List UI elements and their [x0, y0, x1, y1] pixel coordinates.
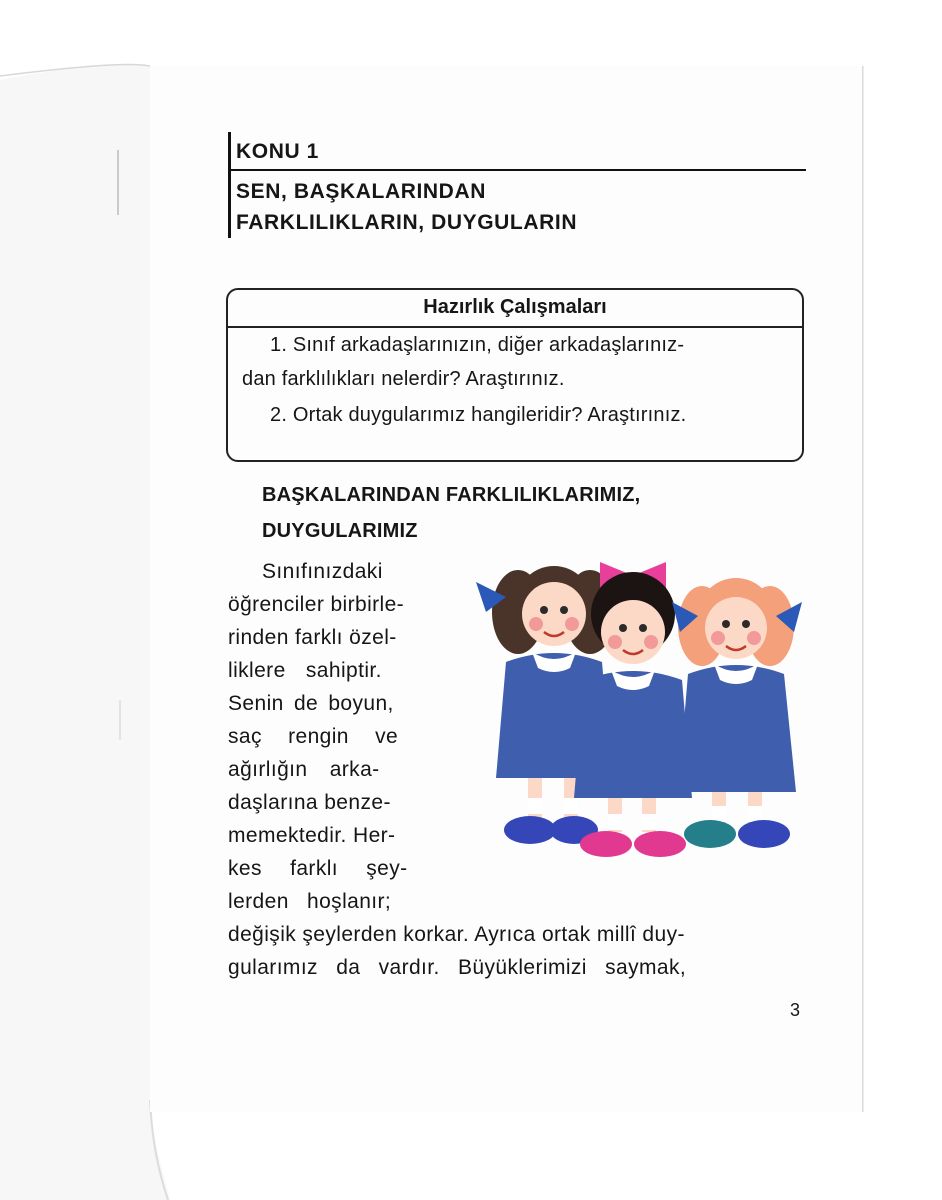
- shoe-icon: [738, 820, 790, 848]
- paragraph-line: ağırlığın arka-: [228, 758, 380, 781]
- heading-rule: [228, 169, 806, 171]
- topic-title-line: SEN, BAŞKALARINDAN: [236, 180, 486, 203]
- paragraph-line: kes farklı şey-: [228, 857, 408, 880]
- shoe-icon: [580, 831, 632, 857]
- section-title: BAŞKALARINDAN FARKLILIKLARIMIZ,: [262, 484, 641, 506]
- topic-title: [236, 176, 577, 238]
- paragraph-line: gularımız da vardır. Büyüklerimizi saymak,: [228, 956, 687, 979]
- heading-left-bar: [228, 132, 231, 238]
- uniform-icon: [574, 671, 692, 798]
- preparation-item: 1. Sınıf arkadaşlarınızın, diğer arkadaşlarınız-: [270, 334, 685, 356]
- paragraph-line: liklere sahiptir.: [228, 659, 382, 682]
- shoe-icon: [504, 816, 556, 844]
- preparation-item: 2. Ortak duygularımız hangileridir? Araştırınız.: [270, 404, 687, 426]
- topic-label: KONU 1: [236, 140, 319, 163]
- preparation-title: Hazırlık Çalışmaları: [423, 296, 607, 318]
- paragraph-line: öğrenciler birbirle-: [228, 593, 405, 616]
- topic-heading: [228, 132, 808, 238]
- three-schoolgirls-illustration: [466, 552, 806, 862]
- paragraph-line: daşlarına benze-: [228, 791, 391, 814]
- page-number: 3: [790, 1000, 801, 1020]
- preparation-box: [226, 288, 804, 462]
- section-title: DUYGULARIMIZ: [262, 520, 418, 542]
- topic-title-line: FARKLILIKLARIN, DUYGULARIN: [236, 211, 578, 234]
- uniform-icon: [678, 665, 796, 792]
- paragraph-line: Senin de boyun,: [228, 692, 394, 715]
- paragraph-line: Sınıfınızdaki: [262, 560, 383, 583]
- preparation-rule: [228, 326, 802, 328]
- paragraph-line: saç rengin ve: [228, 725, 399, 748]
- paragraph-line: rinden farklı özel-: [228, 626, 397, 649]
- shoe-icon: [684, 820, 736, 848]
- preparation-item: dan farklılıkları nelerdir? Araştırınız.: [242, 368, 565, 390]
- shoe-icon: [634, 831, 686, 857]
- paragraph-line: memektedir. Her-: [228, 824, 396, 847]
- girl-right: [672, 578, 802, 848]
- paragraph-line: lerden hoşlanır;: [228, 890, 392, 913]
- paragraph-line: değişik şeylerden korkar. Ayrıca ortak millî duy-: [228, 923, 685, 946]
